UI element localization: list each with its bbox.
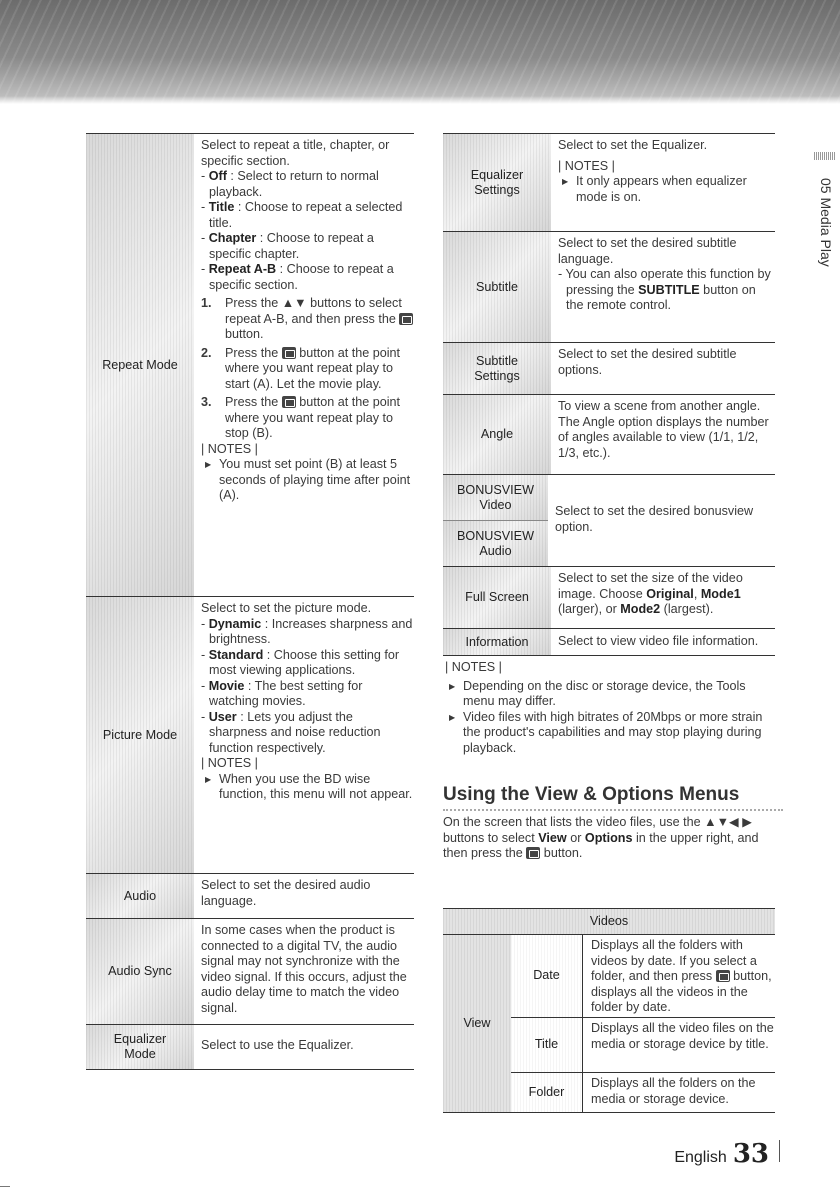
label-bonusview-video: BONUSVIEW Video	[443, 475, 548, 520]
label-audio: Audio	[86, 874, 194, 918]
view-title-label: Title	[511, 1018, 583, 1072]
label-angle: Angle	[443, 395, 551, 474]
list-item: - Repeat A-B : Choose to repeat a specific section.	[201, 262, 394, 292]
desc-subtitle	[551, 232, 775, 342]
header-banner	[0, 0, 840, 104]
table-row	[511, 935, 775, 1017]
row-repeat-mode	[86, 133, 414, 596]
view-rows	[511, 935, 775, 1112]
desc-information: Select to view video file information.	[558, 634, 759, 649]
step-2: 2. Press the button at the point where you want repeat play to start (A). Let the movie play.	[201, 345, 401, 391]
row-subtitle	[443, 231, 775, 342]
desc-picture-mode	[194, 597, 414, 873]
banner-fade	[0, 96, 840, 104]
label-subtitle-settings: Subtitle Settings	[443, 343, 551, 394]
footer-divider	[779, 1140, 780, 1162]
note-item: ▶ When you use the BD wise function, this menu will not appear.	[201, 772, 414, 803]
row-picture-mode	[86, 596, 414, 873]
list-item: - Movie : The best setting for watching movies.	[201, 678, 363, 708]
notes-heading: | NOTES |	[558, 158, 615, 173]
enter-button-icon	[526, 847, 540, 859]
bullet-arrow-icon: ▶	[449, 712, 456, 722]
desc-repeat-mode	[194, 134, 414, 596]
table-row	[511, 1017, 775, 1072]
row-information	[443, 628, 775, 656]
label-repeat-mode: Repeat Mode	[86, 134, 194, 596]
bullet-arrow-icon: ▶	[562, 177, 569, 186]
page-number: 33	[732, 1139, 769, 1169]
desc-equalizer-mode: Select to use the Equalizer.	[201, 1038, 354, 1053]
notes-heading: | NOTES |	[201, 756, 258, 770]
list-item: - You can also operate this function by pressing the SUBTITLE button on the remote control.	[558, 267, 771, 312]
enter-button-icon	[399, 313, 413, 325]
label-subtitle: Subtitle	[443, 232, 551, 342]
videos-table-body	[443, 934, 775, 1113]
enter-button-icon	[282, 396, 296, 408]
label-audio-sync: Audio Sync	[86, 919, 194, 1024]
label-information: Information	[443, 629, 551, 655]
left-settings-table	[86, 133, 414, 1070]
table-row	[511, 1072, 775, 1112]
note-item: ▶ You must set point (B) at least 5 seconds of playing time after point (A).	[201, 457, 414, 504]
view-group-label: View	[443, 935, 511, 1112]
chapter-label	[814, 178, 836, 308]
label-bonusview-audio: BONUSVIEW Audio	[443, 520, 548, 566]
videos-view-table	[443, 908, 775, 1114]
list-item: - User : Lets you adjust the sharpness and noise reduction function respectively.	[201, 709, 381, 755]
row-equalizer-settings	[443, 133, 775, 231]
crop-mark	[0, 1186, 10, 1187]
step-1: 1. Press the ▲▼ buttons to select repeat A-B, and then press the button.	[201, 296, 414, 343]
note-item: ▶ Depending on the disc or storage device, the Tools menu may differ.	[445, 679, 775, 710]
enter-button-icon	[282, 347, 296, 359]
row-bonusview	[443, 474, 775, 566]
repeat-intro: Select to repeat a title, chapter, or specific section.	[201, 138, 390, 168]
chapter-marker	[814, 152, 836, 160]
bullet-arrow-icon: ▶	[449, 681, 456, 691]
view-folder-desc: Displays all the folders on the media or storage device.	[591, 1076, 756, 1106]
row-angle	[443, 394, 775, 474]
label-full-screen: Full Screen	[443, 567, 551, 628]
footer-language: English	[674, 1149, 727, 1166]
row-full-screen	[443, 566, 775, 628]
desc-equalizer-settings	[551, 134, 775, 231]
general-notes	[445, 660, 775, 756]
right-settings-table	[443, 133, 775, 656]
list-item: - Standard : Choose this setting for most viewing applications.	[201, 647, 400, 677]
label-equalizer-settings: Equalizer Settings	[443, 134, 551, 231]
list-item: - Dynamic : Increases sharpness and brightness.	[201, 616, 413, 646]
bonusview-labels	[443, 475, 548, 566]
chapter-text: 05 Media Play	[818, 178, 834, 267]
enter-button-icon	[716, 970, 730, 982]
chapter-side-tab	[814, 152, 836, 267]
view-folder-label: Folder	[511, 1073, 583, 1112]
desc-subtitle-settings: Select to set the desired subtitle options.	[558, 347, 737, 377]
notes-heading: | NOTES |	[201, 441, 258, 456]
page-footer	[674, 1139, 780, 1169]
view-date-desc: Displays all the folders with videos by date. If you select a folder, and then press button, displays all the videos in the folder by date.	[591, 938, 772, 1014]
view-date-label: Date	[511, 935, 583, 1017]
desc-audio-sync: In some cases when the product is connected to a digital TV, the audio signal may not synchronize with the video signal. If this occurs, adjust the audio delay time to match the video signal.	[201, 923, 407, 1015]
view-title-desc: Displays all the video files on the media or storage device by title.	[591, 1021, 774, 1051]
subtitle-intro: Select to set the desired subtitle language.	[558, 236, 737, 266]
list-item: - Chapter : Choose to repeat a specific chapter.	[201, 231, 374, 261]
label-picture-mode: Picture Mode	[86, 597, 194, 873]
note-item: ▶ It only appears when equalizer mode is on.	[558, 174, 775, 205]
bullet-arrow-icon: ▶	[205, 460, 212, 469]
row-subtitle-settings	[443, 342, 775, 394]
bullet-arrow-icon: ▶	[205, 774, 212, 784]
desc-audio: Select to set the desired audio language.	[201, 878, 371, 908]
row-equalizer-mode	[86, 1024, 414, 1070]
note-item: ▶ Video files with high bitrates of 20Mbps or more strain the product's capabilities and may stop playing during playback.	[445, 710, 775, 757]
desc-full-screen: Select to set the size of the video image. Choose Original, Mode1 (larger), or Mode2 (largest).	[558, 571, 743, 616]
desc-angle: To view a scene from another angle. The Angle option displays the number of angles available to view (1/1, 1/2, 1/3, etc.).	[558, 399, 769, 460]
step-3: 3. Press the button at the point where you want repeat play to stop (B).	[201, 395, 401, 440]
desc-bonusview: Select to set the desired bonusview option.	[554, 504, 754, 534]
videos-table-header: Videos	[443, 908, 775, 934]
notes-heading: | NOTES |	[445, 660, 502, 674]
row-audio-sync	[86, 918, 414, 1024]
list-item: - Title : Choose to repeat a selected title.	[201, 200, 403, 230]
row-audio	[86, 873, 414, 918]
section-intro: On the screen that lists the video files, use the ▲▼◀ ▶ buttons to select View or Options in the upper right, and then press the button.	[443, 815, 759, 860]
eq-intro: Select to set the Equalizer.	[558, 138, 708, 152]
section-title: Using the View & Options Menus	[443, 784, 783, 811]
list-item: - Off : Select to return to normal playback.	[201, 169, 379, 199]
label-equalizer-mode: Equalizer Mode	[86, 1025, 194, 1069]
picture-intro: Select to set the picture mode.	[201, 601, 372, 615]
